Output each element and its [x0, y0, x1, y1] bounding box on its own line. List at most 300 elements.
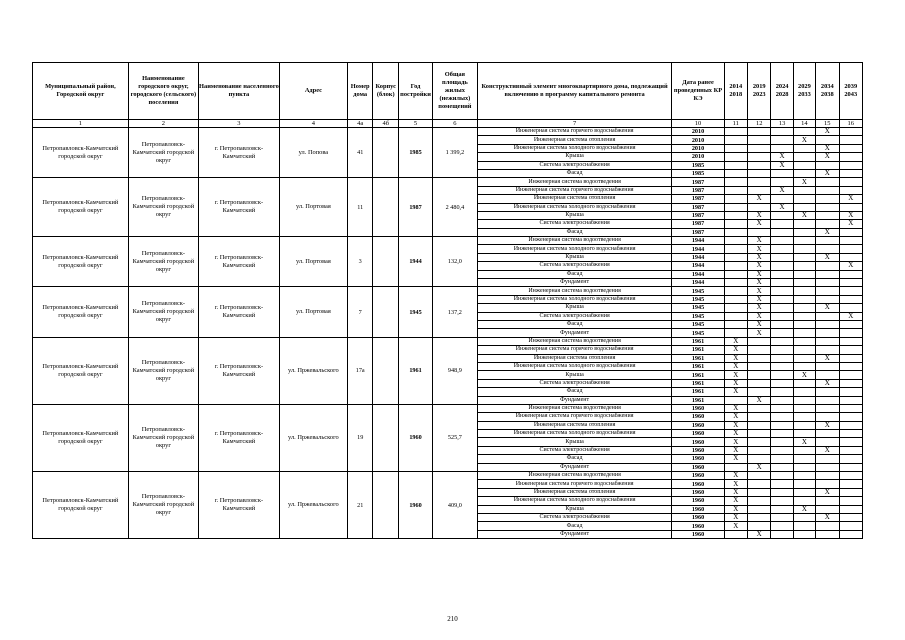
period-mark-cell: [771, 388, 793, 396]
period-mark-cell: [793, 480, 815, 488]
repair-date-cell: 1960: [672, 413, 724, 421]
year-built-cell: 1961: [399, 337, 433, 404]
period-mark-cell: [839, 270, 863, 278]
column-number: 16: [839, 120, 863, 128]
element-cell: Фундамент: [477, 396, 672, 404]
period-mark-cell: X: [816, 354, 839, 362]
period-mark-cell: [771, 287, 793, 295]
house-number-cell: 21: [347, 472, 373, 539]
element-cell: Инженерная система горячего водоснабжения: [477, 480, 672, 488]
period-mark-cell: [793, 404, 815, 412]
repair-date-cell: 1961: [672, 388, 724, 396]
repair-date-cell: 1944: [672, 253, 724, 261]
repair-date-cell: 1987: [672, 220, 724, 228]
period-mark-cell: [816, 371, 839, 379]
element-cell: Фасад: [477, 169, 672, 177]
period-mark-cell: [771, 362, 793, 370]
period-mark-cell: [793, 362, 815, 370]
locality-cell: г. Петропавловск-Камчатский: [198, 128, 279, 178]
period-mark-cell: [724, 295, 747, 303]
period-mark-cell: [771, 262, 793, 270]
period-mark-cell: X: [724, 413, 747, 421]
period-mark-cell: X: [724, 430, 747, 438]
period-mark-cell: X: [771, 186, 793, 194]
period-mark-cell: [724, 128, 747, 136]
area-cell: 948,9: [433, 337, 478, 404]
repair-date-cell: 1960: [672, 488, 724, 496]
period-mark-cell: [839, 522, 863, 530]
element-cell: Фундамент: [477, 463, 672, 471]
element-cell: Инженерная система водоотведения: [477, 337, 672, 345]
period-mark-cell: [839, 413, 863, 421]
settlement-cell: Петропавловск-Камчатский городской округ: [128, 178, 198, 237]
period-mark-cell: [816, 396, 839, 404]
municipality-cell: Петропавловск-Камчатский городской округ: [33, 178, 129, 237]
period-mark-cell: [839, 228, 863, 236]
area-cell: 1 399,2: [433, 128, 478, 178]
period-mark-cell: [748, 513, 771, 521]
period-mark-cell: [793, 220, 815, 228]
element-cell: Система электроснабжения: [477, 379, 672, 387]
period-mark-cell: [771, 320, 793, 328]
municipality-cell: Петропавловск-Камчатский городской округ: [33, 128, 129, 178]
period-mark-cell: [839, 388, 863, 396]
period-mark-cell: [748, 169, 771, 177]
building-cell: [373, 237, 399, 287]
period-mark-cell: [724, 287, 747, 295]
period-mark-cell: [748, 522, 771, 530]
period-mark-cell: [724, 203, 747, 211]
column-number: 15: [816, 120, 839, 128]
period-mark-cell: X: [839, 262, 863, 270]
period-mark-cell: [748, 505, 771, 513]
element-cell: Инженерная система горячего водоснабжения: [477, 346, 672, 354]
period-mark-cell: [839, 421, 863, 429]
period-mark-cell: [816, 237, 839, 245]
period-mark-cell: [771, 522, 793, 530]
period-mark-cell: X: [793, 505, 815, 513]
period-mark-cell: [816, 530, 839, 538]
period-mark-cell: X: [839, 195, 863, 203]
repair-date-cell: 1960: [672, 455, 724, 463]
repair-date-cell: 2010: [672, 136, 724, 144]
locality-cell: г. Петропавловск-Камчатский: [198, 404, 279, 471]
repair-date-cell: 1987: [672, 211, 724, 219]
period-mark-cell: X: [748, 245, 771, 253]
repair-date-cell: 1960: [672, 497, 724, 505]
period-mark-cell: [793, 262, 815, 270]
settlement-cell: Петропавловск-Камчатский городской округ: [128, 337, 198, 404]
period-mark-cell: [771, 144, 793, 152]
period-mark-cell: X: [748, 304, 771, 312]
period-mark-cell: [771, 295, 793, 303]
period-mark-cell: X: [724, 446, 747, 454]
element-cell: Инженерная система холодного водоснабжения: [477, 144, 672, 152]
period-mark-cell: [816, 346, 839, 354]
period-mark-cell: [793, 287, 815, 295]
period-mark-cell: [771, 220, 793, 228]
repair-date-cell: 1960: [672, 463, 724, 471]
period-mark-cell: [839, 362, 863, 370]
period-mark-cell: X: [748, 279, 771, 287]
header-period: 2024 2028: [771, 63, 793, 120]
table-row: [33, 237, 863, 245]
period-mark-cell: [748, 337, 771, 345]
period-mark-cell: [771, 279, 793, 287]
table-row: [33, 404, 863, 412]
period-mark-cell: [839, 279, 863, 287]
period-mark-cell: [771, 505, 793, 513]
locality-cell: г. Петропавловск-Камчатский: [198, 337, 279, 404]
period-mark-cell: [724, 144, 747, 152]
period-mark-cell: [724, 329, 747, 337]
repair-date-cell: 1944: [672, 237, 724, 245]
period-mark-cell: X: [839, 211, 863, 219]
period-mark-cell: [793, 379, 815, 387]
settlement-cell: Петропавловск-Камчатский городской округ: [128, 287, 198, 337]
period-mark-cell: [771, 228, 793, 236]
header-period: 2039 2043: [839, 63, 863, 120]
period-mark-cell: [839, 371, 863, 379]
period-mark-cell: [839, 237, 863, 245]
period-mark-cell: X: [724, 371, 747, 379]
period-mark-cell: X: [816, 446, 839, 454]
period-mark-cell: [839, 505, 863, 513]
period-mark-cell: X: [816, 488, 839, 496]
period-mark-cell: [793, 304, 815, 312]
header-municipality: Муниципальный район, Городской округ: [33, 63, 129, 120]
period-mark-cell: [771, 195, 793, 203]
period-mark-cell: [771, 211, 793, 219]
header-row: [33, 63, 863, 120]
period-mark-cell: [724, 178, 747, 186]
municipality-cell: Петропавловск-Камчатский городской округ: [33, 237, 129, 287]
element-cell: Фасад: [477, 320, 672, 328]
period-mark-cell: [771, 438, 793, 446]
element-cell: Система электроснабжения: [477, 513, 672, 521]
period-mark-cell: X: [724, 438, 747, 446]
period-mark-cell: X: [816, 228, 839, 236]
element-cell: Инженерная система отопления: [477, 488, 672, 496]
house-number-cell: 7: [347, 287, 373, 337]
period-mark-cell: [816, 279, 839, 287]
period-mark-cell: [748, 186, 771, 194]
period-mark-cell: [771, 472, 793, 480]
period-mark-cell: [839, 354, 863, 362]
period-mark-cell: [793, 253, 815, 261]
settlement-cell: Петропавловск-Камчатский городской округ: [128, 404, 198, 471]
period-mark-cell: [793, 128, 815, 136]
period-mark-cell: [816, 413, 839, 421]
repair-date-cell: 1960: [672, 404, 724, 412]
period-mark-cell: X: [724, 346, 747, 354]
repair-date-cell: 1961: [672, 371, 724, 379]
element-cell: Фасад: [477, 228, 672, 236]
period-mark-cell: [839, 513, 863, 521]
header-locality: Наименование населенного пункта: [198, 63, 279, 120]
element-cell: Инженерная система горячего водоснабжения: [477, 186, 672, 194]
period-mark-cell: [816, 211, 839, 219]
repair-date-cell: 1945: [672, 312, 724, 320]
period-mark-cell: [748, 388, 771, 396]
period-mark-cell: X: [816, 153, 839, 161]
period-mark-cell: [771, 371, 793, 379]
settlement-cell: Петропавловск-Камчатский городской округ: [128, 237, 198, 287]
repair-date-cell: 1961: [672, 362, 724, 370]
element-cell: Инженерная система холодного водоснабжения: [477, 430, 672, 438]
period-mark-cell: X: [816, 379, 839, 387]
period-mark-cell: [839, 438, 863, 446]
repair-date-cell: 1960: [672, 438, 724, 446]
period-mark-cell: [724, 262, 747, 270]
period-mark-cell: [839, 446, 863, 454]
repair-date-cell: 1960: [672, 472, 724, 480]
repair-date-cell: 1960: [672, 421, 724, 429]
period-mark-cell: [748, 497, 771, 505]
repair-date-cell: 1961: [672, 379, 724, 387]
period-mark-cell: [793, 245, 815, 253]
municipality-cell: Петропавловск-Камчатский городской округ: [33, 337, 129, 404]
period-mark-cell: X: [816, 128, 839, 136]
column-number: 14: [793, 120, 815, 128]
table-row: [33, 178, 863, 186]
period-mark-cell: [793, 169, 815, 177]
period-mark-cell: [748, 228, 771, 236]
period-mark-cell: [793, 430, 815, 438]
period-mark-cell: X: [816, 304, 839, 312]
element-cell: Инженерная система водоотведения: [477, 287, 672, 295]
period-mark-cell: [771, 413, 793, 421]
period-mark-cell: [793, 446, 815, 454]
element-cell: Крыша: [477, 438, 672, 446]
period-mark-cell: [793, 396, 815, 404]
period-mark-cell: [748, 480, 771, 488]
repair-date-cell: 1987: [672, 186, 724, 194]
element-cell: Фундамент: [477, 279, 672, 287]
period-mark-cell: X: [839, 312, 863, 320]
period-mark-cell: X: [748, 396, 771, 404]
year-built-cell: 1960: [399, 404, 433, 471]
period-mark-cell: [839, 379, 863, 387]
period-mark-cell: [771, 169, 793, 177]
area-cell: 137,2: [433, 287, 478, 337]
period-mark-cell: X: [748, 237, 771, 245]
table-row: [33, 287, 863, 295]
street-cell: ул. Портовая: [279, 287, 347, 337]
period-mark-cell: X: [793, 178, 815, 186]
period-mark-cell: [816, 480, 839, 488]
capital-repair-table: [32, 62, 863, 539]
column-number: 11: [724, 120, 747, 128]
building-cell: [373, 337, 399, 404]
settlement-cell: Петропавловск-Камчатский городской округ: [128, 128, 198, 178]
table-row: [33, 337, 863, 345]
repair-date-cell: 1944: [672, 270, 724, 278]
period-mark-cell: [816, 220, 839, 228]
municipality-cell: Петропавловск-Камчатский городской округ: [33, 472, 129, 539]
repair-date-cell: 1944: [672, 279, 724, 287]
period-mark-cell: [724, 253, 747, 261]
period-mark-cell: [816, 320, 839, 328]
period-mark-cell: [748, 178, 771, 186]
street-cell: ул. Портовая: [279, 178, 347, 237]
repair-date-cell: 2010: [672, 153, 724, 161]
street-cell: ул. Пржевальского: [279, 404, 347, 471]
period-mark-cell: [816, 388, 839, 396]
period-mark-cell: X: [793, 211, 815, 219]
column-number: 2: [128, 120, 198, 128]
element-cell: Система электроснабжения: [477, 161, 672, 169]
period-mark-cell: [839, 488, 863, 496]
period-mark-cell: [748, 371, 771, 379]
year-built-cell: 1987: [399, 178, 433, 237]
period-mark-cell: X: [748, 320, 771, 328]
period-mark-cell: [724, 153, 747, 161]
period-mark-cell: [793, 195, 815, 203]
element-cell: Крыша: [477, 304, 672, 312]
period-mark-cell: [793, 421, 815, 429]
period-mark-cell: [724, 279, 747, 287]
period-mark-cell: [724, 211, 747, 219]
element-cell: Фасад: [477, 388, 672, 396]
period-mark-cell: X: [724, 472, 747, 480]
period-mark-cell: [771, 312, 793, 320]
period-mark-cell: [839, 287, 863, 295]
period-mark-cell: [839, 144, 863, 152]
repair-date-cell: 1985: [672, 169, 724, 177]
period-mark-cell: [748, 379, 771, 387]
period-mark-cell: [839, 480, 863, 488]
period-mark-cell: [816, 136, 839, 144]
period-mark-cell: [816, 262, 839, 270]
period-mark-cell: [748, 354, 771, 362]
building-cell: [373, 404, 399, 471]
period-mark-cell: X: [816, 421, 839, 429]
period-mark-cell: [748, 203, 771, 211]
period-mark-cell: X: [748, 253, 771, 261]
settlement-cell: Петропавловск-Камчатский городской округ: [128, 472, 198, 539]
period-mark-cell: [724, 463, 747, 471]
period-mark-cell: [816, 455, 839, 463]
period-mark-cell: [724, 161, 747, 169]
table-row: [33, 472, 863, 480]
period-mark-cell: [839, 203, 863, 211]
header-year-built: Год постройки: [399, 63, 433, 120]
period-mark-cell: [748, 472, 771, 480]
element-cell: Инженерная система холодного водоснабжения: [477, 362, 672, 370]
header-total-area: Общая площадь жилых (нежилых) помещений: [433, 63, 478, 120]
period-mark-cell: [839, 455, 863, 463]
element-cell: Инженерная система холодного водоснабжения: [477, 203, 672, 211]
period-mark-cell: [793, 497, 815, 505]
period-mark-cell: [748, 438, 771, 446]
period-mark-cell: X: [839, 220, 863, 228]
repair-date-cell: 1960: [672, 522, 724, 530]
period-mark-cell: [771, 346, 793, 354]
element-cell: Система электроснабжения: [477, 312, 672, 320]
period-mark-cell: X: [748, 295, 771, 303]
period-mark-cell: [793, 153, 815, 161]
period-mark-cell: X: [724, 497, 747, 505]
column-number: 4б: [373, 120, 399, 128]
period-mark-cell: X: [724, 488, 747, 496]
period-mark-cell: X: [724, 522, 747, 530]
period-mark-cell: [793, 295, 815, 303]
period-mark-cell: [816, 497, 839, 505]
period-mark-cell: [816, 178, 839, 186]
column-number: 7: [477, 120, 672, 128]
period-mark-cell: [771, 245, 793, 253]
column-number-row: [33, 120, 863, 128]
element-cell: Крыша: [477, 505, 672, 513]
period-mark-cell: [771, 178, 793, 186]
period-mark-cell: [839, 497, 863, 505]
period-mark-cell: [793, 413, 815, 421]
period-mark-cell: [793, 320, 815, 328]
period-mark-cell: [793, 228, 815, 236]
element-cell: Фундамент: [477, 329, 672, 337]
period-mark-cell: [724, 195, 747, 203]
period-mark-cell: [724, 136, 747, 144]
element-cell: Крыша: [477, 371, 672, 379]
period-mark-cell: X: [748, 220, 771, 228]
period-mark-cell: [724, 228, 747, 236]
period-mark-cell: [748, 144, 771, 152]
period-mark-cell: [793, 530, 815, 538]
period-mark-cell: [793, 337, 815, 345]
period-mark-cell: [793, 186, 815, 194]
period-mark-cell: [816, 362, 839, 370]
house-number-cell: 19: [347, 404, 373, 471]
period-mark-cell: X: [724, 421, 747, 429]
repair-date-cell: 1987: [672, 195, 724, 203]
element-cell: Крыша: [477, 211, 672, 219]
period-mark-cell: [771, 304, 793, 312]
page-number: 210: [447, 615, 458, 623]
period-mark-cell: [793, 472, 815, 480]
column-number: 4: [279, 120, 347, 128]
period-mark-cell: [816, 312, 839, 320]
period-mark-cell: [816, 337, 839, 345]
period-mark-cell: [771, 421, 793, 429]
area-cell: 2 480,4: [433, 178, 478, 237]
header-settlement: Наименование городского округ, городского (сельского) поселения: [128, 63, 198, 120]
period-mark-cell: [748, 161, 771, 169]
area-cell: 132,0: [433, 237, 478, 287]
locality-cell: г. Петропавловск-Камчатский: [198, 287, 279, 337]
repair-date-cell: 2010: [672, 144, 724, 152]
repair-date-cell: 1960: [672, 446, 724, 454]
period-mark-cell: X: [748, 530, 771, 538]
year-built-cell: 1985: [399, 128, 433, 178]
locality-cell: г. Петропавловск-Камчатский: [198, 178, 279, 237]
table-row: [33, 128, 863, 136]
table-body: [33, 128, 863, 539]
period-mark-cell: X: [748, 262, 771, 270]
period-mark-cell: [771, 404, 793, 412]
element-cell: Крыша: [477, 153, 672, 161]
period-mark-cell: [724, 186, 747, 194]
element-cell: Инженерная система отопления: [477, 354, 672, 362]
element-cell: Инженерная система холодного водоснабжения: [477, 497, 672, 505]
period-mark-cell: [771, 270, 793, 278]
period-mark-cell: [816, 287, 839, 295]
element-cell: Инженерная система отопления: [477, 195, 672, 203]
column-number: 13: [771, 120, 793, 128]
building-cell: [373, 128, 399, 178]
period-mark-cell: X: [724, 337, 747, 345]
period-mark-cell: [771, 488, 793, 496]
